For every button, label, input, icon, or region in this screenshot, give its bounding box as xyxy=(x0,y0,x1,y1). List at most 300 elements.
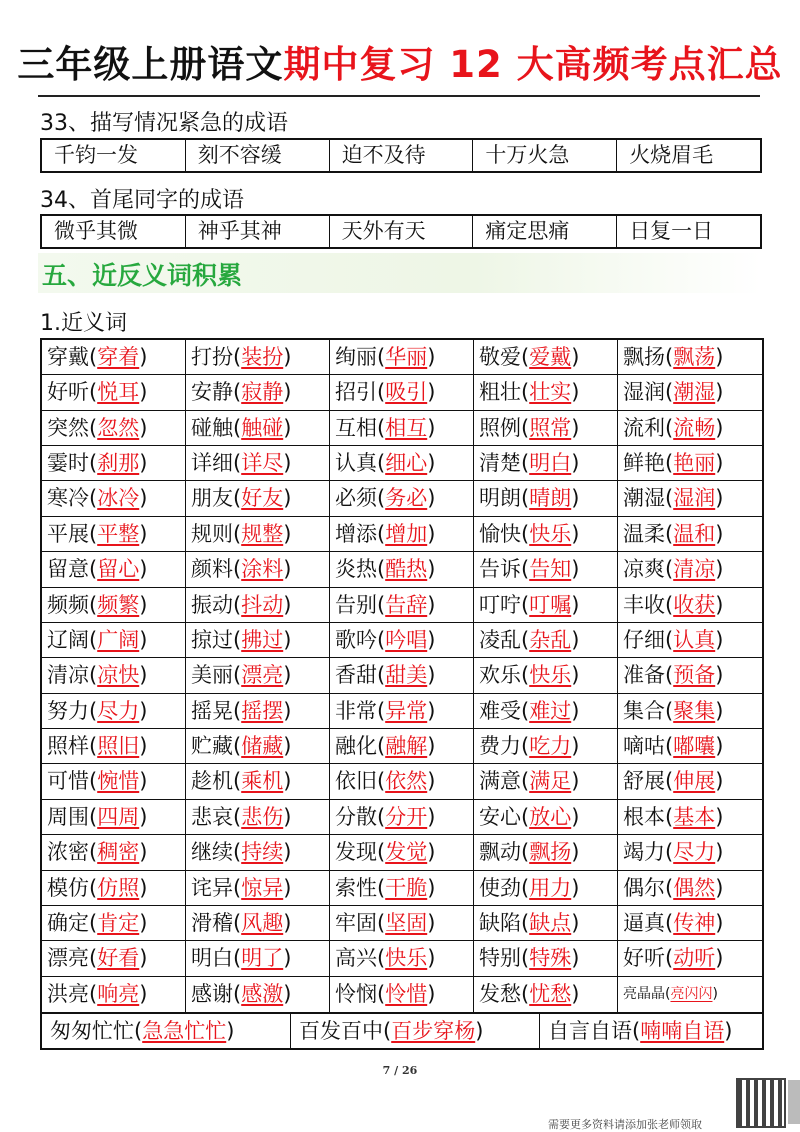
paren-close: ) xyxy=(715,840,724,865)
synonym-word: 炎热 xyxy=(335,557,377,582)
paren-close: ) xyxy=(427,946,436,971)
synonym-answer: 嘟囔 xyxy=(673,734,716,759)
synonym-word: 难受 xyxy=(479,698,521,723)
synonym-cell xyxy=(330,446,474,481)
synonym-answer: 用力 xyxy=(529,875,572,900)
synonym-word: 歌吟 xyxy=(335,627,377,652)
synonym-cell xyxy=(42,517,186,552)
synonym-answer: 凉快 xyxy=(97,663,140,688)
synonym-answer: 平整 xyxy=(97,521,140,546)
synonym-cell xyxy=(618,835,762,870)
synonym-cell xyxy=(42,941,186,976)
title-divider xyxy=(38,95,760,97)
paren-close: ) xyxy=(715,804,724,829)
paren-close: ) xyxy=(715,451,724,476)
synonym-answer: 预备 xyxy=(673,663,716,688)
synonym-cell xyxy=(618,729,762,764)
paren-open: ( xyxy=(89,734,98,759)
synonym-word: 掠过 xyxy=(191,627,233,652)
paren-open: ( xyxy=(233,592,242,617)
synonym-answer: 叮嘱 xyxy=(529,592,572,617)
paren-open: ( xyxy=(521,521,530,546)
paren-open: ( xyxy=(383,1019,392,1043)
synonym-cell xyxy=(42,694,186,729)
synonym-cell xyxy=(186,340,330,375)
synonym-answer: 乘机 xyxy=(241,769,284,794)
synonym-cell xyxy=(618,517,762,552)
synonym-word: 使劲 xyxy=(479,875,521,900)
synonym-cell xyxy=(474,764,618,799)
paren-open: ( xyxy=(521,380,530,405)
synonym-answer: 频繁 xyxy=(97,592,140,617)
synonym-cell xyxy=(186,729,330,764)
paren-open: ( xyxy=(377,946,386,971)
paren-open: ( xyxy=(377,734,386,759)
synonym-cell xyxy=(42,906,186,941)
paren-close: ) xyxy=(283,592,292,617)
paren-close: ) xyxy=(571,910,580,935)
synonym-answer: 快乐 xyxy=(529,521,572,546)
synonym-word: 照例 xyxy=(479,415,521,440)
synonym-word: 可惜 xyxy=(47,769,89,794)
paren-open: ( xyxy=(377,804,386,829)
paren-open: ( xyxy=(233,734,242,759)
synonym-word: 明朗 xyxy=(479,486,521,511)
synonym-answer: 干脆 xyxy=(385,875,428,900)
paren-close: ) xyxy=(283,451,292,476)
paren-close: ) xyxy=(283,415,292,440)
synonym-word: 凌乱 xyxy=(479,627,521,652)
synonym-answer: 快乐 xyxy=(529,663,572,688)
synonym-answer: 晴朗 xyxy=(529,486,572,511)
synonym-answer: 华丽 xyxy=(385,345,428,369)
synonym-word: 朋友 xyxy=(191,486,233,511)
synonym-word: 逼真 xyxy=(623,910,665,935)
synonym-word: 认真 xyxy=(335,451,377,476)
synonym-answer: 壮实 xyxy=(529,380,572,405)
synonym-cell xyxy=(330,375,474,410)
paren-close: ) xyxy=(715,380,724,405)
paren-close: ) xyxy=(571,345,580,369)
paren-close: ) xyxy=(571,875,580,900)
paren-close: ) xyxy=(715,627,724,652)
paren-close: ) xyxy=(283,486,292,511)
synonym-cell xyxy=(330,941,474,976)
synonym-word: 牢固 xyxy=(335,910,377,935)
paren-open: ( xyxy=(89,557,98,582)
paren-close: ) xyxy=(571,557,580,582)
synonym-answer: 基本 xyxy=(673,804,716,829)
synonym-word: 好听 xyxy=(623,946,665,971)
synonym-cell xyxy=(618,552,762,587)
synonym-word: 留意 xyxy=(47,557,89,582)
synonym-answer: 惋惜 xyxy=(97,769,140,794)
synonym-answer: 坚固 xyxy=(385,910,428,935)
synonym-cell xyxy=(186,871,330,906)
section-5-title: 五、近反义词积累 xyxy=(42,261,243,290)
synonym-answer: 甜美 xyxy=(385,663,428,688)
paren-open: ( xyxy=(665,592,674,617)
synonym-cell xyxy=(618,411,762,446)
title-black: 三年级上册语文 xyxy=(17,43,284,86)
paren-open: ( xyxy=(89,345,98,369)
synonym-cell xyxy=(42,623,186,658)
paren-close: ) xyxy=(427,380,436,405)
paren-open: ( xyxy=(377,521,386,546)
paren-open: ( xyxy=(233,627,242,652)
synonym-word: 摇晃 xyxy=(191,698,233,723)
synonym-cell xyxy=(474,835,618,870)
paren-close: ) xyxy=(139,345,148,369)
section-34-row xyxy=(40,214,762,249)
synonym-word: 怜悯 xyxy=(335,981,377,1006)
paren-open: ( xyxy=(665,769,674,794)
paren-open: ( xyxy=(89,981,98,1006)
paren-close: ) xyxy=(427,734,436,759)
synonym-cell xyxy=(330,835,474,870)
synonym-answer: 满足 xyxy=(529,769,572,794)
paren-close: ) xyxy=(571,840,580,865)
page-number: 7 / 26 xyxy=(382,1064,418,1077)
synonym-word: 分散 xyxy=(335,804,377,829)
paren-open: ( xyxy=(521,627,530,652)
paren-open: ( xyxy=(521,451,530,476)
synonym-word: 匆匆忙忙 xyxy=(50,1019,134,1043)
synonym-cell xyxy=(330,411,474,446)
synonym-cell xyxy=(330,552,474,587)
synonym-answer: 尽力 xyxy=(673,840,716,865)
paren-open: ( xyxy=(233,981,242,1006)
synonym-answer: 明白 xyxy=(529,451,572,476)
synonym-word: 香甜 xyxy=(335,663,377,688)
paren-open: ( xyxy=(377,981,386,1006)
synonym-answer: 仿照 xyxy=(97,875,140,900)
synonym-word: 亮晶晶 xyxy=(623,985,665,1002)
synonym-cell xyxy=(618,977,762,1012)
paren-open: ( xyxy=(521,486,530,511)
paren-open: ( xyxy=(665,451,674,476)
paren-close: ) xyxy=(139,486,148,511)
paren-close: ) xyxy=(427,769,436,794)
synonym-answer: 流畅 xyxy=(673,415,716,440)
synonym-answer: 怜惜 xyxy=(385,981,428,1006)
synonym-word: 偶尔 xyxy=(623,875,665,900)
synonym-word: 明白 xyxy=(191,946,233,971)
synonym-word: 详细 xyxy=(191,451,233,476)
synonym-word: 招引 xyxy=(335,380,377,405)
synonym-answer: 吃力 xyxy=(529,734,572,759)
synonym-cell xyxy=(42,800,186,835)
paren-open: ( xyxy=(665,840,674,865)
paren-open: ( xyxy=(377,769,386,794)
synonym-answer: 快乐 xyxy=(385,946,428,971)
synonym-word: 鲜艳 xyxy=(623,451,665,476)
synonym-answer: 响亮 xyxy=(97,981,140,1006)
synonym-cell xyxy=(186,446,330,481)
paren-open: ( xyxy=(233,380,242,405)
paren-open: ( xyxy=(377,415,386,440)
synonym-cell xyxy=(474,729,618,764)
synonym-word: 发现 xyxy=(335,840,377,865)
idiom-cell: 痛定思痛 xyxy=(473,216,617,247)
synonym-answer: 照常 xyxy=(529,415,572,440)
paren-close: ) xyxy=(715,415,724,440)
paren-open: ( xyxy=(665,380,674,405)
synonym-cell xyxy=(42,446,186,481)
synonym-cell xyxy=(42,340,186,375)
paren-close: ) xyxy=(427,627,436,652)
synonym-answer: 特殊 xyxy=(529,946,572,971)
synonym-word: 飘扬 xyxy=(623,345,665,369)
section-34-heading: 34、首尾同字的成语 xyxy=(40,188,244,213)
paren-close: ) xyxy=(571,451,580,476)
paren-open: ( xyxy=(134,1019,143,1043)
synonym-cell xyxy=(474,517,618,552)
synonym-cell xyxy=(618,623,762,658)
synonym-cell xyxy=(474,977,618,1012)
synonym-word: 平展 xyxy=(47,521,89,546)
synonym-word: 漂亮 xyxy=(47,946,89,971)
synonym-cell xyxy=(42,588,186,623)
paren-close: ) xyxy=(427,592,436,617)
synonym-word: 辽阔 xyxy=(47,627,89,652)
paren-close: ) xyxy=(427,804,436,829)
synonym-cell xyxy=(474,906,618,941)
paren-close: ) xyxy=(715,698,724,723)
synonym-answer: 认真 xyxy=(673,627,716,652)
synonym-word: 洪亮 xyxy=(47,981,89,1006)
paren-close: ) xyxy=(715,769,724,794)
synonym-answer: 务必 xyxy=(385,486,428,511)
synonym-word: 飘动 xyxy=(479,840,521,865)
synonym-answer: 装扮 xyxy=(241,345,284,369)
synonym-cell xyxy=(42,871,186,906)
paren-close: ) xyxy=(715,486,724,511)
synonym-word: 浓密 xyxy=(47,840,89,865)
synonym-cell xyxy=(42,481,186,516)
synonym-cell xyxy=(330,481,474,516)
synonym-answer: 刹那 xyxy=(97,451,140,476)
paren-close: ) xyxy=(283,875,292,900)
synonym-word: 绚丽 xyxy=(335,345,377,369)
paren-open: ( xyxy=(89,946,98,971)
paren-close: ) xyxy=(139,521,148,546)
paren-close: ) xyxy=(571,380,580,405)
synonym-answer: 发觉 xyxy=(385,840,428,865)
synonym-word: 穿戴 xyxy=(47,345,89,369)
paren-open: ( xyxy=(377,486,386,511)
synonym-cell xyxy=(618,446,762,481)
synonym-word: 粗壮 xyxy=(479,380,521,405)
synonym-answer: 飘扬 xyxy=(529,840,572,865)
paren-close: ) xyxy=(571,981,580,1006)
paren-close: ) xyxy=(139,557,148,582)
synonym-answer: 难过 xyxy=(529,698,572,723)
synonym-word: 寒冷 xyxy=(47,486,89,511)
synonym-cell xyxy=(618,588,762,623)
paren-close: ) xyxy=(427,521,436,546)
synonym-answer: 动听 xyxy=(673,946,716,971)
synonyms-heading: 1.近义词 xyxy=(40,311,127,336)
synonym-word: 欢乐 xyxy=(479,663,521,688)
paren-open: ( xyxy=(89,380,98,405)
paren-close: ) xyxy=(283,557,292,582)
synonym-cell xyxy=(330,800,474,835)
idiom-cell: 日复一日 xyxy=(629,219,714,243)
synonym-word: 安静 xyxy=(191,380,233,405)
synonym-answer: 急急忙忙 xyxy=(142,1019,227,1043)
paren-close: ) xyxy=(139,840,148,865)
synonym-cell xyxy=(186,658,330,693)
synonym-answer: 告辞 xyxy=(385,592,428,617)
synonym-word: 发愁 xyxy=(479,981,521,1006)
paren-close: ) xyxy=(283,769,292,794)
synonym-cell xyxy=(42,552,186,587)
paren-close: ) xyxy=(283,804,292,829)
synonym-answer: 寂静 xyxy=(241,380,284,405)
synonym-cell xyxy=(186,552,330,587)
paren-open: ( xyxy=(89,627,98,652)
paren-close: ) xyxy=(571,486,580,511)
paren-close: ) xyxy=(283,521,292,546)
qr-code xyxy=(736,1078,786,1128)
paren-open: ( xyxy=(665,910,674,935)
paren-open: ( xyxy=(89,592,98,617)
synonym-cell xyxy=(186,481,330,516)
paren-open: ( xyxy=(521,875,530,900)
synonym-answer: 忽然 xyxy=(97,415,140,440)
paren-close: ) xyxy=(475,1019,484,1043)
synonym-answer: 聚集 xyxy=(673,698,716,723)
paren-close: ) xyxy=(226,1019,235,1043)
paren-open: ( xyxy=(89,698,98,723)
paren-open: ( xyxy=(665,415,674,440)
paren-open: ( xyxy=(521,415,530,440)
synonym-word: 趁机 xyxy=(191,769,233,794)
synonym-answer: 杂乱 xyxy=(529,627,572,652)
synonym-word: 频频 xyxy=(47,592,89,617)
paren-close: ) xyxy=(283,380,292,405)
idiom-cell: 神乎其神 xyxy=(186,216,330,247)
paren-close: ) xyxy=(712,985,718,1002)
paren-close: ) xyxy=(139,698,148,723)
synonym-cell xyxy=(618,800,762,835)
footer-note: 需要更多资料请添加张老师领取 xyxy=(548,1118,702,1131)
synonym-cell xyxy=(330,623,474,658)
paren-open: ( xyxy=(521,946,530,971)
synonym-cell xyxy=(330,764,474,799)
paren-close: ) xyxy=(715,910,724,935)
paren-open: ( xyxy=(89,451,98,476)
paren-open: ( xyxy=(377,592,386,617)
paren-open: ( xyxy=(521,345,530,369)
paren-open: ( xyxy=(233,769,242,794)
synonym-answer: 明了 xyxy=(241,946,284,971)
synonym-cell xyxy=(186,835,330,870)
synonym-answer: 放心 xyxy=(529,804,572,829)
paren-close: ) xyxy=(571,663,580,688)
synonym-word: 确定 xyxy=(47,910,89,935)
synonym-bottom-row xyxy=(40,1014,764,1050)
synonym-answer: 摇摆 xyxy=(241,698,284,723)
synonym-word: 融化 xyxy=(335,734,377,759)
synonym-answer: 漂亮 xyxy=(241,663,284,688)
paren-close: ) xyxy=(715,946,724,971)
synonym-cell xyxy=(186,375,330,410)
paren-open: ( xyxy=(377,910,386,935)
paren-close: ) xyxy=(427,486,436,511)
synonym-cell xyxy=(474,694,618,729)
synonym-word: 竭力 xyxy=(623,840,665,865)
idiom-cell: 迫不及待 xyxy=(330,140,474,171)
paren-close: ) xyxy=(427,345,436,369)
paren-close: ) xyxy=(283,910,292,935)
synonym-cell xyxy=(618,658,762,693)
paren-open: ( xyxy=(233,521,242,546)
synonym-cell xyxy=(474,623,618,658)
synonym-answer: 尽力 xyxy=(97,698,140,723)
synonym-word: 贮藏 xyxy=(191,734,233,759)
synonym-cell xyxy=(42,977,186,1012)
synonym-answer: 喃喃自语 xyxy=(640,1019,725,1043)
page-title xyxy=(0,34,800,88)
synonym-cell xyxy=(42,658,186,693)
paren-close: ) xyxy=(283,946,292,971)
paren-open: ( xyxy=(665,985,671,1002)
synonym-answer: 吟唱 xyxy=(385,627,428,652)
synonym-cell xyxy=(186,623,330,658)
paren-close: ) xyxy=(427,981,436,1006)
idiom-synonym-cell xyxy=(42,1014,291,1048)
paren-close: ) xyxy=(571,769,580,794)
synonym-answer: 悲伤 xyxy=(241,804,284,829)
synonym-word: 潮湿 xyxy=(623,486,665,511)
synonym-cell xyxy=(618,375,762,410)
paren-close: ) xyxy=(715,592,724,617)
synonym-word: 努力 xyxy=(47,698,89,723)
synonym-word: 悲哀 xyxy=(191,804,233,829)
paren-close: ) xyxy=(571,804,580,829)
paren-close: ) xyxy=(571,698,580,723)
synonym-answer: 告知 xyxy=(529,557,572,582)
idiom-synonym-cell xyxy=(291,1014,540,1048)
synonym-word: 周围 xyxy=(47,804,89,829)
synonym-answer: 四周 xyxy=(97,804,140,829)
paren-open: ( xyxy=(233,415,242,440)
paren-close: ) xyxy=(139,592,148,617)
paren-open: ( xyxy=(89,804,98,829)
synonym-answer: 拂过 xyxy=(241,627,284,652)
paren-close: ) xyxy=(283,345,292,369)
paren-open: ( xyxy=(665,804,674,829)
synonym-cell xyxy=(330,906,474,941)
synonym-cell xyxy=(330,340,474,375)
paren-close: ) xyxy=(724,1019,733,1043)
synonym-answer: 温和 xyxy=(673,521,716,546)
synonym-word: 根本 xyxy=(623,804,665,829)
paren-open: ( xyxy=(233,486,242,511)
paren-open: ( xyxy=(233,557,242,582)
paren-open: ( xyxy=(665,734,674,759)
synonym-answer: 照旧 xyxy=(97,734,140,759)
synonym-answer: 忧愁 xyxy=(529,981,572,1006)
synonym-cell xyxy=(42,411,186,446)
synonym-word: 凉爽 xyxy=(623,557,665,582)
paren-open: ( xyxy=(233,663,242,688)
synonym-cell xyxy=(618,764,762,799)
synonym-cell xyxy=(186,764,330,799)
paren-open: ( xyxy=(521,769,530,794)
